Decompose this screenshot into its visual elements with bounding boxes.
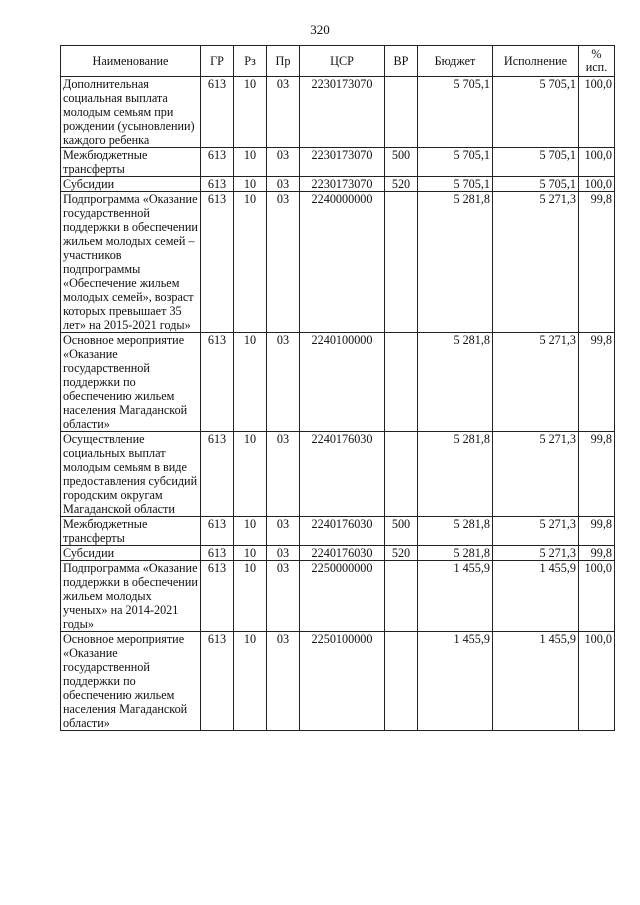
row-gr: 613 — [201, 333, 234, 432]
row-gr: 613 — [201, 148, 234, 177]
row-percent: 100,0 — [579, 148, 615, 177]
row-vr — [385, 561, 418, 632]
header-execution: Исполнение — [493, 46, 579, 77]
row-name: Основное мероприятие «Оказание государственной поддержки по обеспечению жильем населения Магаданской области» — [61, 333, 201, 432]
row-pr: 03 — [267, 77, 300, 148]
row-vr: 500 — [385, 517, 418, 546]
row-name: Дополнительная социальная выплата молодым семьям при рождении (усыновлении) каждого ребенка — [61, 77, 201, 148]
row-csr: 2240176030 — [300, 517, 385, 546]
row-execution: 5 705,1 — [493, 177, 579, 192]
row-gr: 613 — [201, 561, 234, 632]
header-gr: ГР — [201, 46, 234, 77]
row-pr: 03 — [267, 177, 300, 192]
row-name: Межбюджетные трансферты — [61, 517, 201, 546]
row-gr: 613 — [201, 546, 234, 561]
table-row — [61, 192, 615, 333]
row-pr: 03 — [267, 333, 300, 432]
row-budget: 5 281,8 — [418, 333, 493, 432]
row-budget: 5 281,8 — [418, 546, 493, 561]
row-pr: 03 — [267, 517, 300, 546]
row-percent: 100,0 — [579, 77, 615, 148]
row-execution: 5 271,3 — [493, 546, 579, 561]
row-vr — [385, 333, 418, 432]
table-row — [61, 546, 615, 561]
row-percent: 100,0 — [579, 177, 615, 192]
row-execution: 1 455,9 — [493, 632, 579, 731]
row-vr — [385, 77, 418, 148]
page-number: 320 — [310, 22, 330, 37]
row-pr: 03 — [267, 561, 300, 632]
row-name: Субсидии — [61, 546, 201, 561]
row-percent: 99,8 — [579, 192, 615, 333]
row-budget: 5 705,1 — [418, 148, 493, 177]
row-pr: 03 — [267, 192, 300, 333]
row-vr: 500 — [385, 148, 418, 177]
row-rz: 10 — [234, 561, 267, 632]
row-percent: 100,0 — [579, 632, 615, 731]
row-gr: 613 — [201, 432, 234, 517]
row-gr: 613 — [201, 177, 234, 192]
row-rz: 10 — [234, 632, 267, 731]
row-csr: 2250000000 — [300, 561, 385, 632]
row-csr: 2230173070 — [300, 148, 385, 177]
row-rz: 10 — [234, 177, 267, 192]
row-vr: 520 — [385, 177, 418, 192]
row-execution: 1 455,9 — [493, 561, 579, 632]
header-percent: % исп. — [579, 46, 615, 77]
row-name: Межбюджетные трансферты — [61, 148, 201, 177]
row-gr: 613 — [201, 77, 234, 148]
row-execution: 5 271,3 — [493, 432, 579, 517]
header-name: Наименование — [61, 46, 201, 77]
row-rz: 10 — [234, 546, 267, 561]
row-percent: 99,8 — [579, 333, 615, 432]
row-budget: 5 705,1 — [418, 177, 493, 192]
row-rz: 10 — [234, 432, 267, 517]
row-csr: 2240000000 — [300, 192, 385, 333]
row-budget: 1 455,9 — [418, 561, 493, 632]
row-execution: 5 705,1 — [493, 77, 579, 148]
header-pr: Пр — [267, 46, 300, 77]
header-budget: Бюджет — [418, 46, 493, 77]
row-execution: 5 271,3 — [493, 517, 579, 546]
row-csr: 2230173070 — [300, 177, 385, 192]
table-row — [61, 517, 615, 546]
header-rz: Рз — [234, 46, 267, 77]
table-row — [61, 561, 615, 632]
row-percent: 100,0 — [579, 561, 615, 632]
row-csr: 2250100000 — [300, 632, 385, 731]
row-execution: 5 271,3 — [493, 333, 579, 432]
budget-table — [60, 45, 615, 731]
table-row — [61, 77, 615, 148]
row-rz: 10 — [234, 333, 267, 432]
row-percent: 99,8 — [579, 546, 615, 561]
table-row — [61, 177, 615, 192]
row-budget: 1 455,9 — [418, 632, 493, 731]
row-name: Субсидии — [61, 177, 201, 192]
row-name: Подпрограмма «Оказание поддержки в обеспечении жильем молодых ученых» на 2014-2021 годы» — [61, 561, 201, 632]
row-vr — [385, 432, 418, 517]
row-csr: 2230173070 — [300, 77, 385, 148]
table-row — [61, 333, 615, 432]
header-vr: ВР — [385, 46, 418, 77]
table-row — [61, 148, 615, 177]
row-pr: 03 — [267, 546, 300, 561]
row-name: Основное мероприятие «Оказание государственной поддержки по обеспечению жильем населения Магаданской области» — [61, 632, 201, 731]
row-rz: 10 — [234, 77, 267, 148]
row-name: Осуществление социальных выплат молодым семьям в виде предоставления субсидий городским округам Магаданской области — [61, 432, 201, 517]
row-budget: 5 281,8 — [418, 192, 493, 333]
row-budget: 5 705,1 — [418, 77, 493, 148]
row-vr — [385, 192, 418, 333]
table-row — [61, 632, 615, 731]
row-vr — [385, 632, 418, 731]
row-gr: 613 — [201, 517, 234, 546]
row-gr: 613 — [201, 632, 234, 731]
row-name: Подпрограмма «Оказание государственной поддержки в обеспечении жильем молодых семей – участников подпрограммы «Обеспечение жильем молодых семей», возраст которых превышает 35 лет» на 2015-2021 годы» — [61, 192, 201, 333]
table-header-row — [61, 46, 615, 77]
row-percent: 99,8 — [579, 517, 615, 546]
row-pr: 03 — [267, 432, 300, 517]
row-budget: 5 281,8 — [418, 517, 493, 546]
row-pr: 03 — [267, 148, 300, 177]
row-vr: 520 — [385, 546, 418, 561]
header-csr: ЦСР — [300, 46, 385, 77]
row-csr: 2240100000 — [300, 333, 385, 432]
row-rz: 10 — [234, 192, 267, 333]
row-csr: 2240176030 — [300, 432, 385, 517]
row-budget: 5 281,8 — [418, 432, 493, 517]
row-gr: 613 — [201, 192, 234, 333]
row-execution: 5 705,1 — [493, 148, 579, 177]
row-rz: 10 — [234, 517, 267, 546]
table-row — [61, 432, 615, 517]
row-csr: 2240176030 — [300, 546, 385, 561]
row-rz: 10 — [234, 148, 267, 177]
row-execution: 5 271,3 — [493, 192, 579, 333]
row-percent: 99,8 — [579, 432, 615, 517]
row-pr: 03 — [267, 632, 300, 731]
